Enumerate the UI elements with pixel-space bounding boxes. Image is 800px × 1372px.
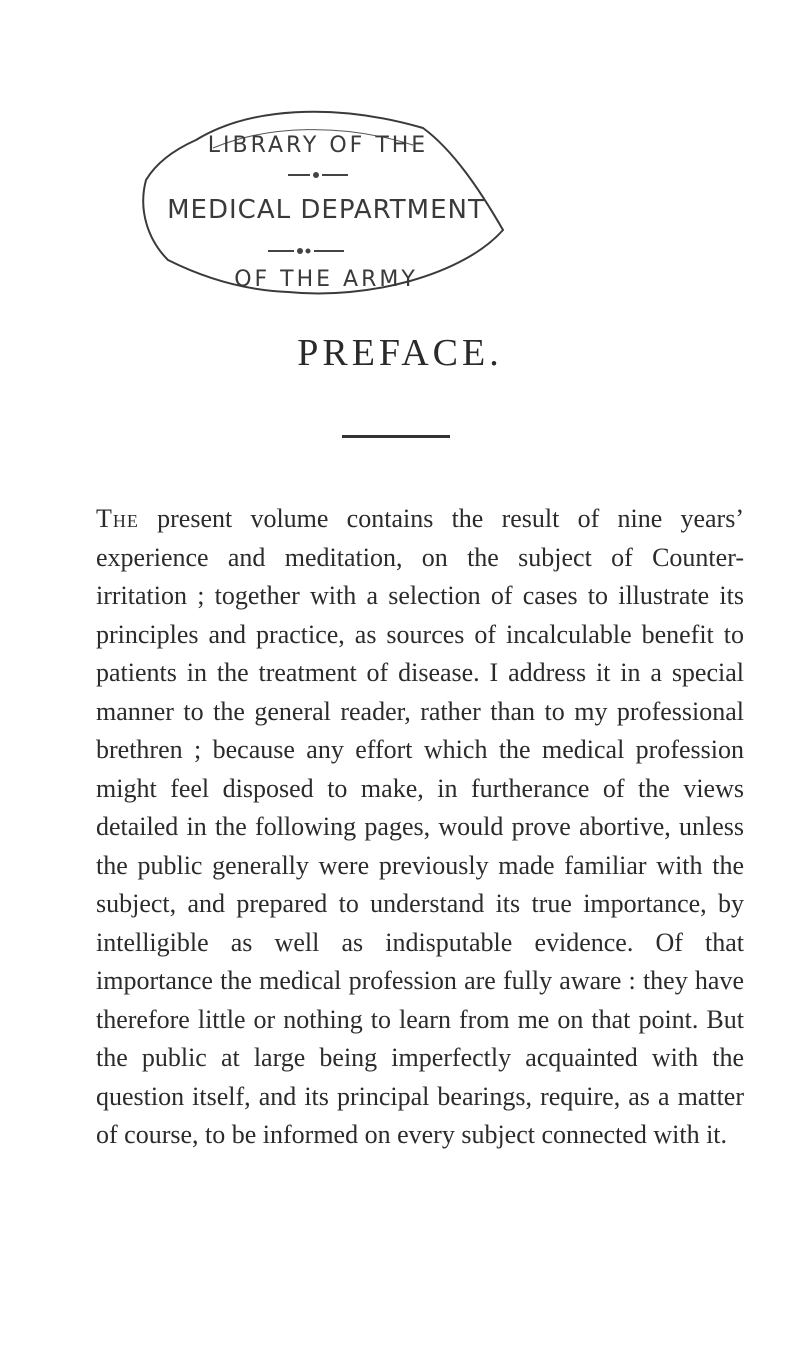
preface-paragraph: present volume contains the result of nine years’ experience and meditation, on the subject of Counter-irritation ; together with a selection of cases to illustrate its principles and practice, as sources of incalculable benefit to patients in the treatment of disease. I address it in a special manner to the general reader, rather than to my professional brethren ; because any effort which the medical profession might feel disposed to make, in furtherance of the views detailed in the following pages, would prove abortive, unless the public generally were previously made familiar with the subject, and prepared to understand its true importance, by intelligible as well as indisputable evidence. Of that importance the medical profession are fully aware : they have therefore little or nothing to learn from me on that point. But the public at large being imperfectly acquainted with the question itself, and its principal bearings, require, as a matter of course, to be informed on every subject connected with it. xyxy=(96,504,744,1149)
page-title: PREFACE. xyxy=(297,332,503,374)
stamp-text-middle: MEDICAL DEPARTMENT xyxy=(167,195,485,225)
stamp-ornament-bottom xyxy=(268,248,344,254)
lead-word: The xyxy=(96,504,139,533)
stamp-text-bottom: OF THE ARMY xyxy=(234,267,418,292)
preface-body xyxy=(96,500,744,1155)
stamp-text-top: LIBRARY OF THE xyxy=(207,133,429,158)
title-divider xyxy=(342,435,450,438)
stamp-ornament-top xyxy=(288,172,348,178)
library-stamp xyxy=(118,90,518,310)
